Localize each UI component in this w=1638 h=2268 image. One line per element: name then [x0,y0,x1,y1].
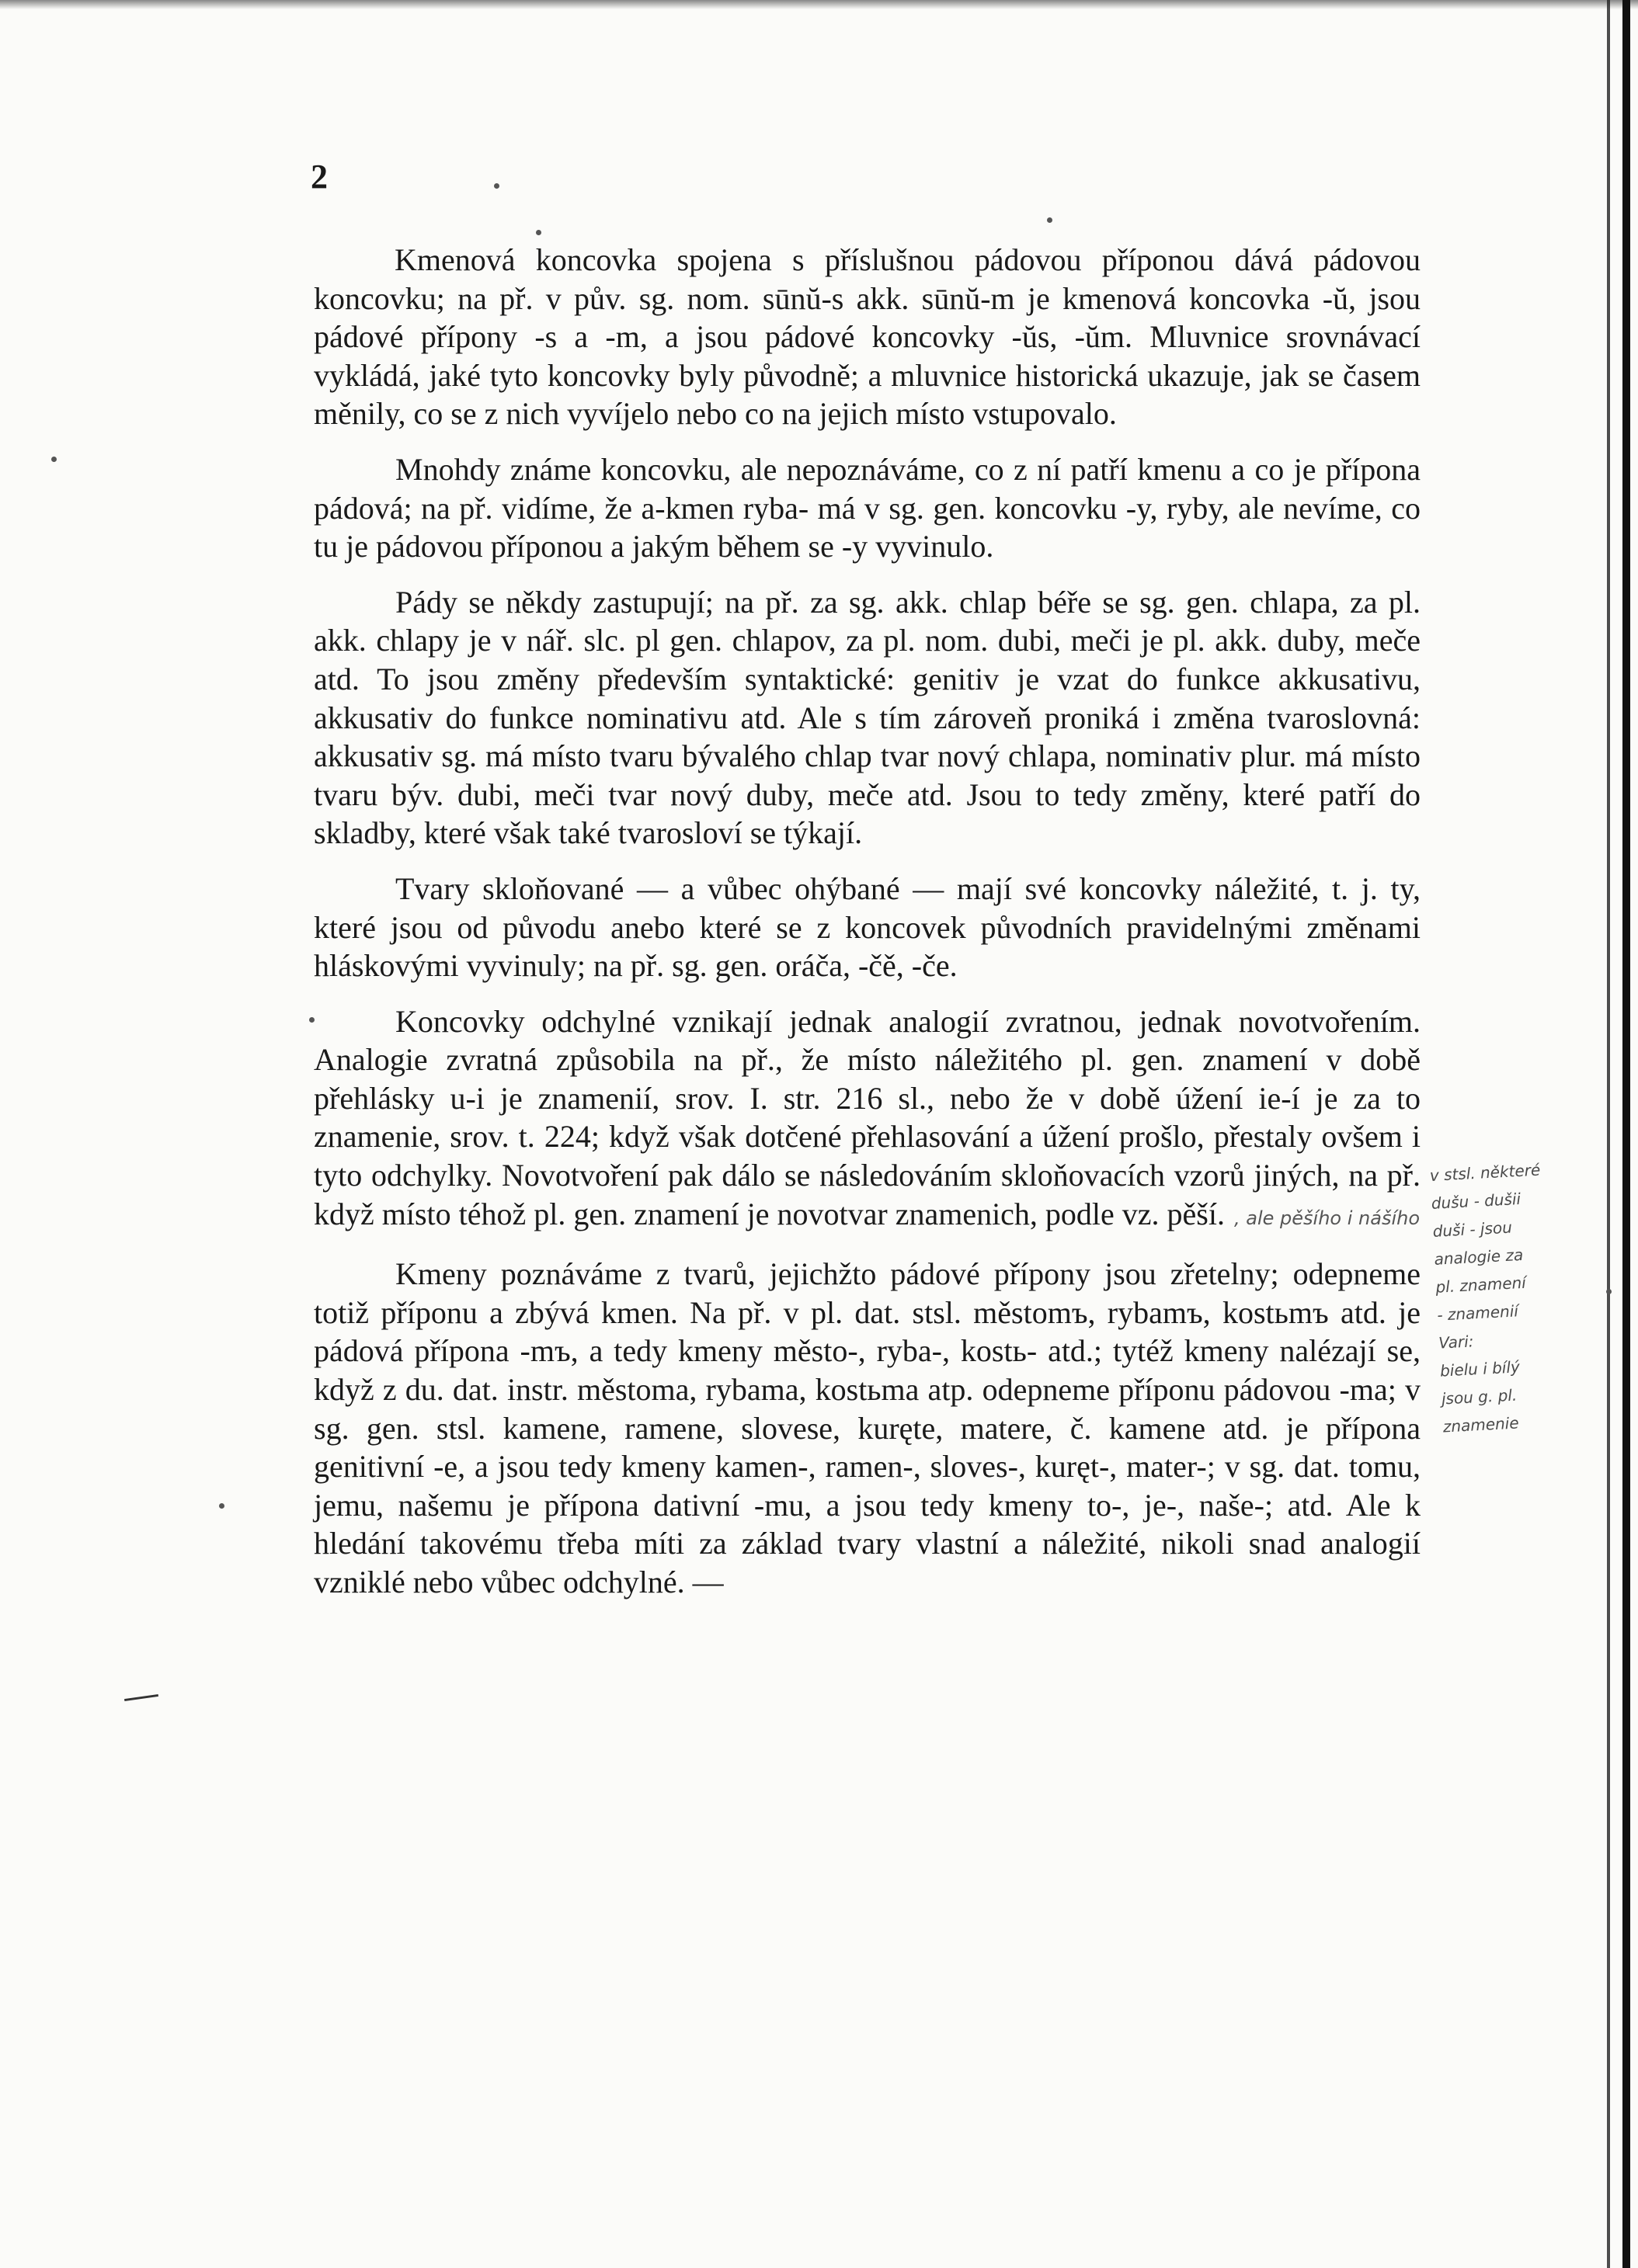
speck [536,230,541,235]
paragraph-with-note [314,1002,1421,1238]
paragraph: Kmenová koncovka spojena s příslušnou pádovou příponou dává pádovou koncovku; na př. v pův. sg. nom. sūnŭ-s akk. sūnŭ-m je kmenová koncovka -ŭ, jsou pádové přípony -s a -m, a jsou pádové koncovky -ŭs, -ŭm. Mluvnice srovnávací vykládá, jaké tyto koncovky byly původně; a mluvnice historická ukazuje, jak se časem měnily, co se z nich vyvíjelo nebo co na jejich místo vstupovalo. [314,242,1421,432]
speck [219,1503,224,1509]
margin-note-line: jsou g. pl. [1441,1385,1518,1408]
margin-note-line: bielu i bílý [1439,1357,1521,1381]
handwritten-inline-note: , ale pěšího i nášího [1234,1207,1421,1229]
paragraph: Mnohdy známe koncovku, ale nepoznáváme, co z ní patří kmenu a co je přípona pádová; na př. vidíme, že a-kmen ryba- má v sg. gen. koncovku -y, ryby, ale nevíme, co tu je pádovou příponou a jakým během se -y vyvinulo. [314,451,1421,564]
paragraph: Pády se někdy zastupují; na př. za sg. akk. chlap béře se sg. gen. chlapa, za pl. akk. chlapy je v nář. slc. pl gen. chlapov, za pl. nom. dubi, meči je pl. akk. duby, meče atd. To jsou změny především syntaktické: genitiv je vzat do funkce akkusativu, akkusativ do funkce nominativu atd. Ale s tím zároveň proniká i změna tvaroslovná: akkusativ sg. má místo tvaru bývalého chlap tvar nový chlapa, nominativ plur. má místo tvaru býv. dubi, meči tvar nový duby, meče atd. Jsou to tedy změny, které patří do skladby, které však také tvarosloví se týkají. [314,584,1421,851]
margin-note-line: - znamenií [1436,1301,1519,1325]
scan-edge-right [1622,0,1630,2268]
page-number: 2 [311,158,328,196]
speck [494,183,499,189]
pencil-mark [124,1694,158,1701]
margin-note-line: Vari: [1438,1332,1475,1353]
body-text [314,241,1421,1619]
scan-edge-right-line [1607,0,1610,2268]
paragraph-text: Koncovky odchylné vznikají jednak analogií zvratnou, jednak novotvořením. Analogie zvratná způsobila na př., že místo náležitého pl. gen. znamení v době přehlásky u-i je znamenií, srov. I. str. 216 sl., nebo že v době úžení ie-í je za to znamenie, srov. t. 224; když však dotčené přehlasování a úžení prošlo, přestaly ovšem i tyto odchylky. Novotvoření pak dálo se následováním skloňovacích vzorů jiných, na př. když místo téhož pl. gen. znamení je novotvar znamenich, podle vz. pěší. [314,1003,1421,1231]
speck [1047,217,1052,223]
margin-note-line: dušu - dušii [1431,1189,1521,1213]
handwritten-margin-note [1429,1154,1599,1441]
margin-note-line: pl. znamení [1435,1273,1527,1297]
margin-note-line: duši - jsou [1432,1217,1513,1241]
margin-note-line: analogie za [1433,1245,1524,1269]
margin-note-line: v stsl. některé [1429,1160,1541,1185]
speck [51,457,57,462]
speck [1606,1289,1612,1294]
paragraph: Kmeny poznáváme z tvarů, jejichžto pádové přípony jsou zřetelny; odepneme totiž příponu a zbývá kmen. Na př. v pl. dat. stsl. městomъ, rybamъ, kostьmъ atd. je pádová přípona -mъ, a tedy kmeny město-, ryba-, kostь- atd.; tytéž kmeny nalézají se, když z du. dat. instr. městoma, rybama, kostьma atp. odepneme příponu pádovou -ma; v sg. gen. stsl. kamene, ramene, slovese, kuręte, matere, č. kamene atd. je přípona genitivní -e, a jsou tedy kmeny kamen-, ramen-, sloves-, kuręt-, mater-; v sg. dat. tomu, jemu, našemu je přípona dativní -mu, a jsou tedy kmeny to-, je-, naše-; atd. Ale k hledání takovému třeba míti za základ tvary vlastní a náležité, nikoli snad analogií vzniklé nebo vůbec odchylné. — [314,1256,1421,1599]
margin-note-line: znamenie [1442,1413,1520,1436]
paragraph: Tvary skloňované — a vůbec ohýbané — mají své koncovky náležité, t. j. ty, které jsou od původu anebo které se z koncovek původních pravidelnými změnami hláskovými vyvinuly; na př. sg. gen. oráča, -čě, -če. [314,870,1421,984]
scan-edge-top [0,0,1638,9]
